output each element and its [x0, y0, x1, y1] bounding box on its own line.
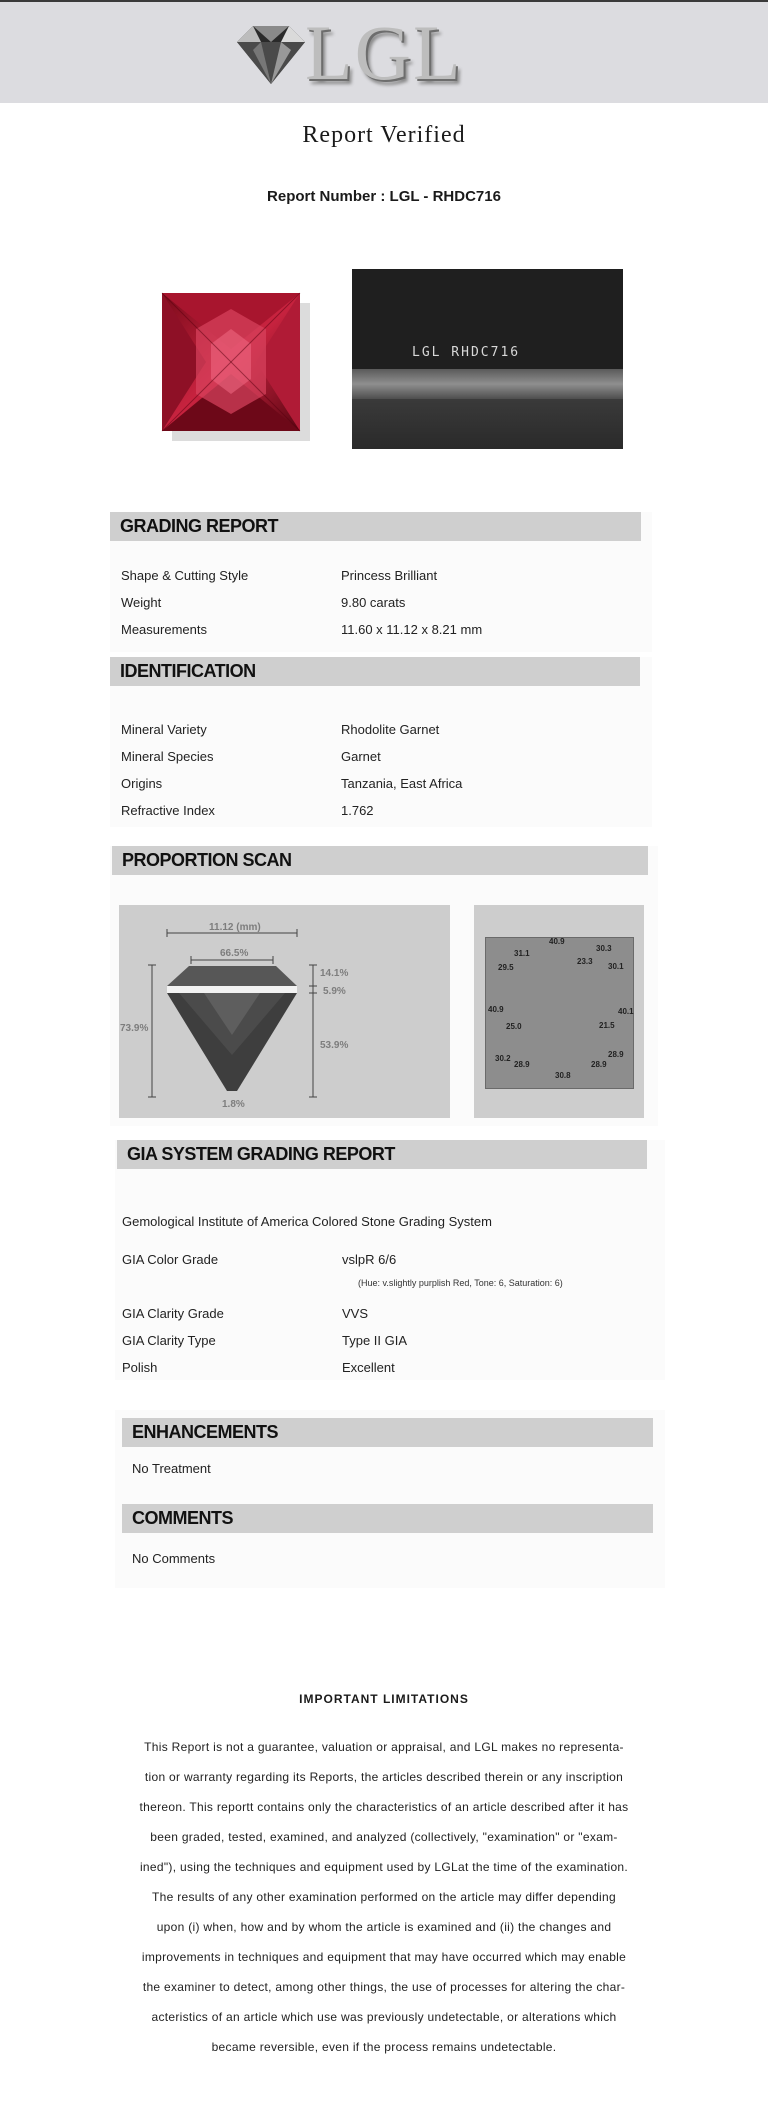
grading-value-shape: Princess Brilliant: [341, 568, 438, 583]
identification-label-ri: Refractive Index: [121, 803, 215, 818]
facet-value: 30.2: [495, 1054, 511, 1063]
girdle-label: 5.9%: [323, 986, 346, 997]
grading-label-measurements: Measurements: [121, 622, 207, 637]
gia-label-clarity: GIA Clarity Grade: [122, 1306, 224, 1321]
depth-label: 73.9%: [120, 1023, 149, 1034]
gia-value-clarity-type: Type II GIA: [342, 1333, 408, 1348]
gia-label-polish: Polish: [122, 1360, 158, 1375]
header-banner: [0, 2, 768, 103]
facet-value: 31.1: [514, 949, 530, 958]
facet-value: 40.9: [488, 1005, 504, 1014]
comments-heading: COMMENTS: [122, 1504, 653, 1533]
proportion-heading: PROPORTION SCAN: [112, 846, 648, 875]
inscription-photo: [352, 269, 623, 449]
facet-value: 40.9: [549, 937, 565, 946]
top-view-diagram: [474, 905, 644, 1118]
gia-value-polish: Excellent: [342, 1360, 395, 1375]
report-number: Report Number : LGL - RHDC716: [267, 188, 501, 205]
page-title: Report Verified: [302, 122, 466, 148]
limitations-line: upon (i) when, how and by whom the article is examined and (ii) the changes and: [156, 1920, 612, 1934]
facet-value: 21.5: [599, 1021, 615, 1030]
comments-text: No Comments: [132, 1551, 216, 1566]
identification-value-ri: 1.762: [341, 803, 374, 818]
width-label: 11.12 (mm): [209, 922, 261, 933]
limitations-line: became reversible, even if the process remains undetectable.: [211, 2040, 557, 2054]
gia-system: Gemological Institute of America Colored Stone Grading System: [122, 1214, 492, 1229]
gem-photo: [136, 269, 324, 459]
gia-value-clarity: VVS: [342, 1306, 369, 1321]
gia-label-clarity-type: GIA Clarity Type: [122, 1333, 216, 1348]
facet-value: 30.8: [555, 1071, 571, 1080]
gia-heading: GIA SYSTEM GRADING REPORT: [117, 1140, 647, 1169]
identification-value-origins: Tanzania, East Africa: [341, 776, 463, 791]
table-label: 66.5%: [220, 948, 249, 959]
grading-value-weight: 9.80 carats: [341, 595, 406, 610]
enhancements-text: No Treatment: [132, 1461, 211, 1476]
limitations-line: the examiner to detect, among other things, the use of processes for altering the char-: [142, 1980, 626, 1994]
identification-heading: IDENTIFICATION: [110, 657, 640, 686]
culet-label: 1.8%: [222, 1099, 245, 1110]
facet-value: 40.1: [618, 1007, 634, 1016]
identification-value-species: Garnet: [341, 749, 381, 764]
facet-value: 30.3: [596, 944, 612, 953]
identification-label-variety: Mineral Variety: [121, 722, 207, 737]
facet-value: 30.1: [608, 962, 624, 971]
identification-value-variety: Rhodolite Garnet: [341, 722, 440, 737]
facet-value: 23.3: [577, 957, 593, 966]
limitations-line: tion or warranty regarding its Reports, the articles described therein or any inscription: [144, 1770, 624, 1784]
facet-value: 28.9: [591, 1060, 607, 1069]
facet-value: 25.0: [506, 1022, 522, 1031]
gia-value-color: vslpR 6/6: [342, 1252, 397, 1267]
limitations-line: been graded, tested, examined, and analyzed (collectively, "examination" or "exam-: [150, 1830, 618, 1844]
gia-color-note: (Hue: v.slightly purplish Red, Tone: 6, Saturation: 6): [358, 1278, 563, 1288]
grading-heading: GRADING REPORT: [110, 512, 641, 541]
enhancements-heading: ENHANCEMENTS: [122, 1418, 653, 1447]
grading-value-measurements: 11.60 x 11.12 x 8.21 mm: [341, 622, 483, 637]
limitations-text: [116, 1732, 652, 2062]
limitations-heading: IMPORTANT LIMITATIONS: [299, 1692, 469, 1706]
identification-label-species: Mineral Species: [121, 749, 214, 764]
facet-value: 28.9: [608, 1050, 624, 1059]
limitations-line: thereon. This reportt contains only the characteristics of an article described after it has: [139, 1800, 629, 1814]
facet-value: 28.9: [514, 1060, 530, 1069]
limitations-line: acteristics of an article which use was previously undetectable, or alterations which: [151, 2010, 617, 2024]
facet-value: 29.5: [498, 963, 514, 972]
gia-label-color: GIA Color Grade: [122, 1252, 219, 1267]
limitations-line: ined"), using the techniques and equipment used by LGLat the time of the examination.: [139, 1860, 629, 1874]
lgl-logo[interactable]: [233, 9, 493, 96]
logo-text: LGL: [305, 9, 463, 96]
crown-label: 14.1%: [320, 968, 349, 979]
grading-label-shape: Shape & Cutting Style: [121, 568, 249, 583]
inscription-text: LGL RHDC716: [412, 345, 521, 360]
profile-diagram: [119, 905, 450, 1118]
limitations-line: improvements in techniques and equipment that may have occurred which may enable: [141, 1950, 627, 1964]
grading-label-weight: Weight: [121, 595, 162, 610]
limitations-line: The results of any other examination performed on the article may differ depending: [152, 1890, 616, 1904]
diamond-icon: [233, 20, 309, 90]
identification-label-origins: Origins: [121, 776, 163, 791]
limitations-line: This Report is not a guarantee, valuation or appraisal, and LGL makes no representa-: [144, 1740, 624, 1754]
pavilion-label: 53.9%: [320, 1040, 349, 1051]
